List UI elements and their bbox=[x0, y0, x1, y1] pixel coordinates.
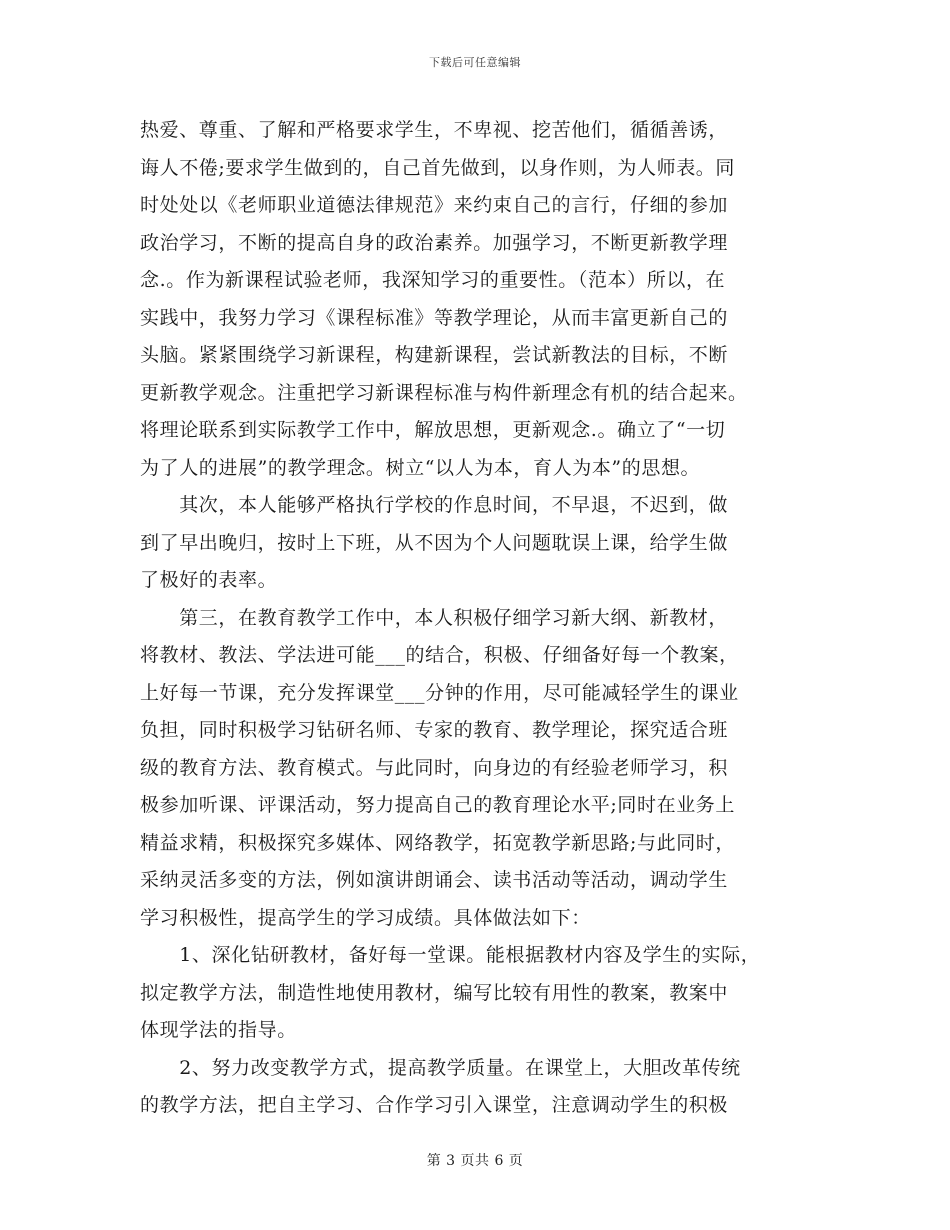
text-line: 为了人的进展”的教学理念。树立“以人为本，育人为本”的思想。 bbox=[140, 456, 701, 479]
text-line: 念.。作为新课程试验老师，我深知学习的重要性。（范本）所以，在 bbox=[140, 269, 726, 291]
text-line: 其次，本人能够严格执行学校的作息时间，不早退，不迟到，做 bbox=[140, 494, 729, 516]
text-line: 上好每一节课，充分发挥课堂___分钟的作用，尽可能减轻学生的课业 bbox=[140, 681, 739, 704]
text-line: 将理论联系到实际教学工作中，解放思想，更新观念.。确立了“一切 bbox=[140, 419, 726, 441]
text-line: 1、深化钻研教材，备好每一堂课。能根据教材内容及学生的实际， bbox=[140, 944, 761, 966]
text-line: 第三，在教育教学工作中，本人积极仔细学习新大纲、新教材， bbox=[140, 606, 729, 629]
text-line: 了极好的表率。 bbox=[140, 569, 278, 591]
text-line: 时处处以《老师职业道德法律规范》来约束自己的言行，仔细的参加 bbox=[140, 194, 729, 216]
text-line: 头脑。紧紧围绕学习新课程，构建新课程，尝试新教法的目标，不断 bbox=[140, 344, 729, 366]
text-line: 体现学法的指导。 bbox=[140, 1019, 297, 1041]
text-line: 拟定教学方法，制造性地使用教材，编写比较有用性的教案，教案中 bbox=[140, 981, 729, 1004]
text-line: 实践中，我努力学习《课程标准》等教学理论，从而丰富更新自己的 bbox=[140, 306, 729, 329]
text-line: 到了早出晚归，按时上下班，从不因为个人问题耽误上课，给学生做 bbox=[140, 531, 729, 554]
header-note: 下载后可任意编辑 bbox=[429, 56, 521, 69]
page-footer: 第 3 页共 6 页 bbox=[426, 1153, 524, 1169]
text-line: 政治学习，不断的提高自身的政治素养。加强学习，不断更新教学理 bbox=[140, 231, 729, 254]
text-line: 诲人不倦;要求学生做到的，自己首先做到，以身作则，为人师表。同 bbox=[140, 156, 736, 179]
text-line: 2、努力改变教学方式，提高教学质量。在课堂上，大胆改革传统 bbox=[140, 1056, 741, 1079]
text-line: 更新教学观念。注重把学习新课程标准与构件新理念有机的结合起来。 bbox=[140, 381, 748, 404]
text-line: 将教材、教法、学法进可能___的结合，积极、仔细备好每一个教案， bbox=[140, 644, 739, 666]
text-line: 的教学方法，把自主学习、合作学习引入课堂，注意调动学生的积极 bbox=[140, 1094, 729, 1116]
text-line: 学习积极性，提高学生的学习成绩。具体做法如下： bbox=[140, 906, 591, 929]
body-text bbox=[140, 112, 820, 1125]
text-line: 极参加听课、评课活动，努力提高自己的教育理论水平;同时在业务上 bbox=[140, 794, 736, 816]
text-line: 精益求精，积极探究多媒体、网络教学，拓宽教学新思路;与此同时， bbox=[140, 831, 736, 854]
text-line: 采纳灵活多变的方法，例如演讲朗诵会、读书活动等活动，调动学生 bbox=[140, 869, 729, 891]
text-line: 负担，同时积极学习钻研名师、专家的教育、教学理论，探究适合班 bbox=[140, 719, 729, 741]
text-line: 级的教育方法、教育模式。与此同时，向身边的有经验老师学习，积 bbox=[140, 756, 729, 779]
text-line: 热爱、尊重、了解和严格要求学生，不卑视、挖苦他们，循循善诱， bbox=[140, 119, 729, 141]
